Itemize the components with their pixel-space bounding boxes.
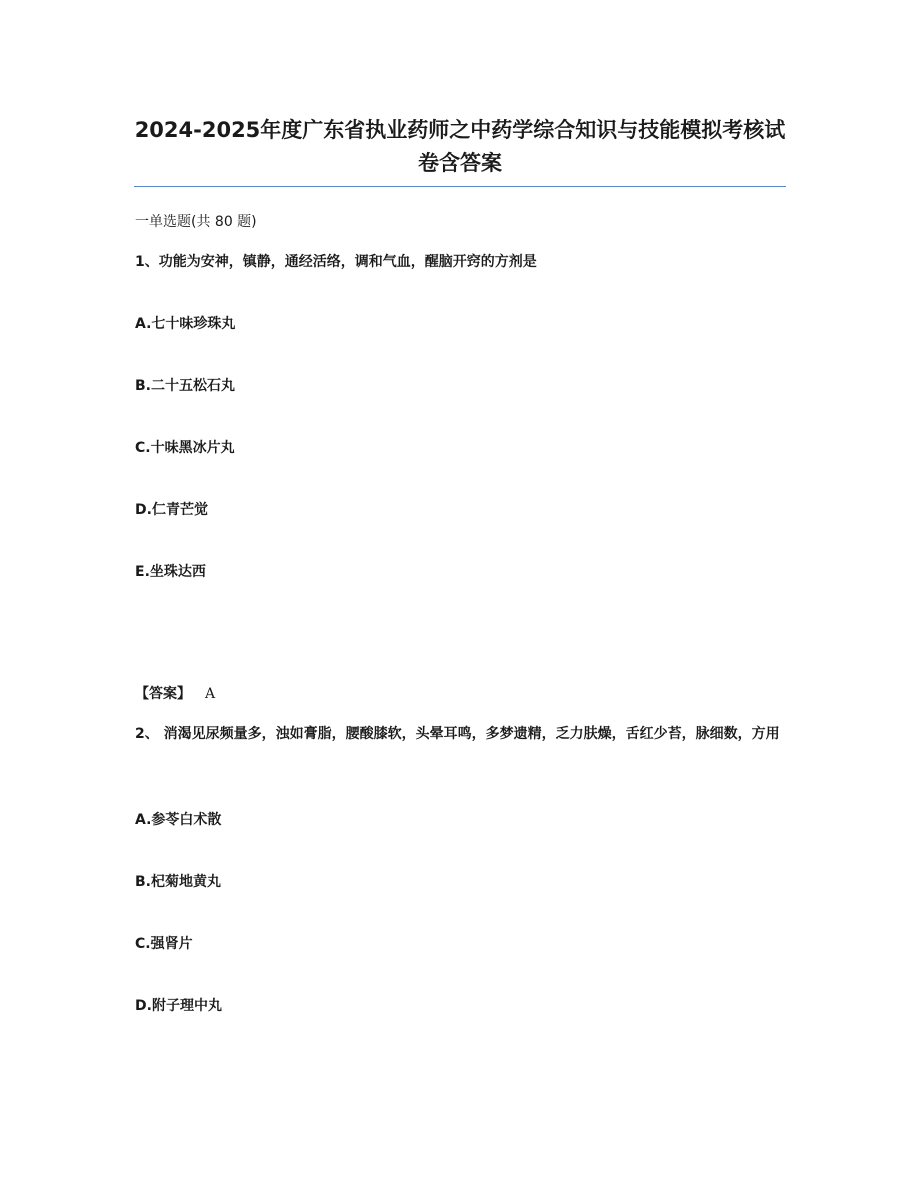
question-1-option-a: A.七十味珍珠丸 [135,316,236,332]
question-1-option-c: C.十味黑冰片丸 [135,440,235,456]
question-1-text: 1、功能为安神，镇静，通经活络，调和气血，醒脑开窍的方剂是 [135,254,537,270]
section-heading: 一单选题(共 80 题) [135,214,257,230]
question-1-answer [135,683,215,705]
question-1-option-e: E.坐珠达西 [135,564,206,580]
answer-value: A [205,686,216,702]
question-1-option-b: B.二十五松石丸 [135,378,235,394]
document-title: 2024-2025年度广东省执业药师之中药学综合知识与技能模拟考核试卷含答案 [134,118,786,175]
question-2-option-c: C.强肾片 [135,936,193,952]
question-2-text: 2、 消渴见尿频量多，浊如膏脂，腰酸膝软，头晕耳鸣，多梦遗精，乏力肤燥，舌红少苔，脉细数，方用 [135,726,780,742]
question-2-option-d: D.附子理中丸 [135,998,222,1014]
question-1-option-d: D.仁青芒觉 [135,502,208,518]
question-2-option-a: A.参苓白术散 [135,812,222,828]
title-divider [134,186,786,187]
answer-label: 【答案】 [135,686,191,702]
question-2-option-b: B.杞菊地黄丸 [135,874,221,890]
